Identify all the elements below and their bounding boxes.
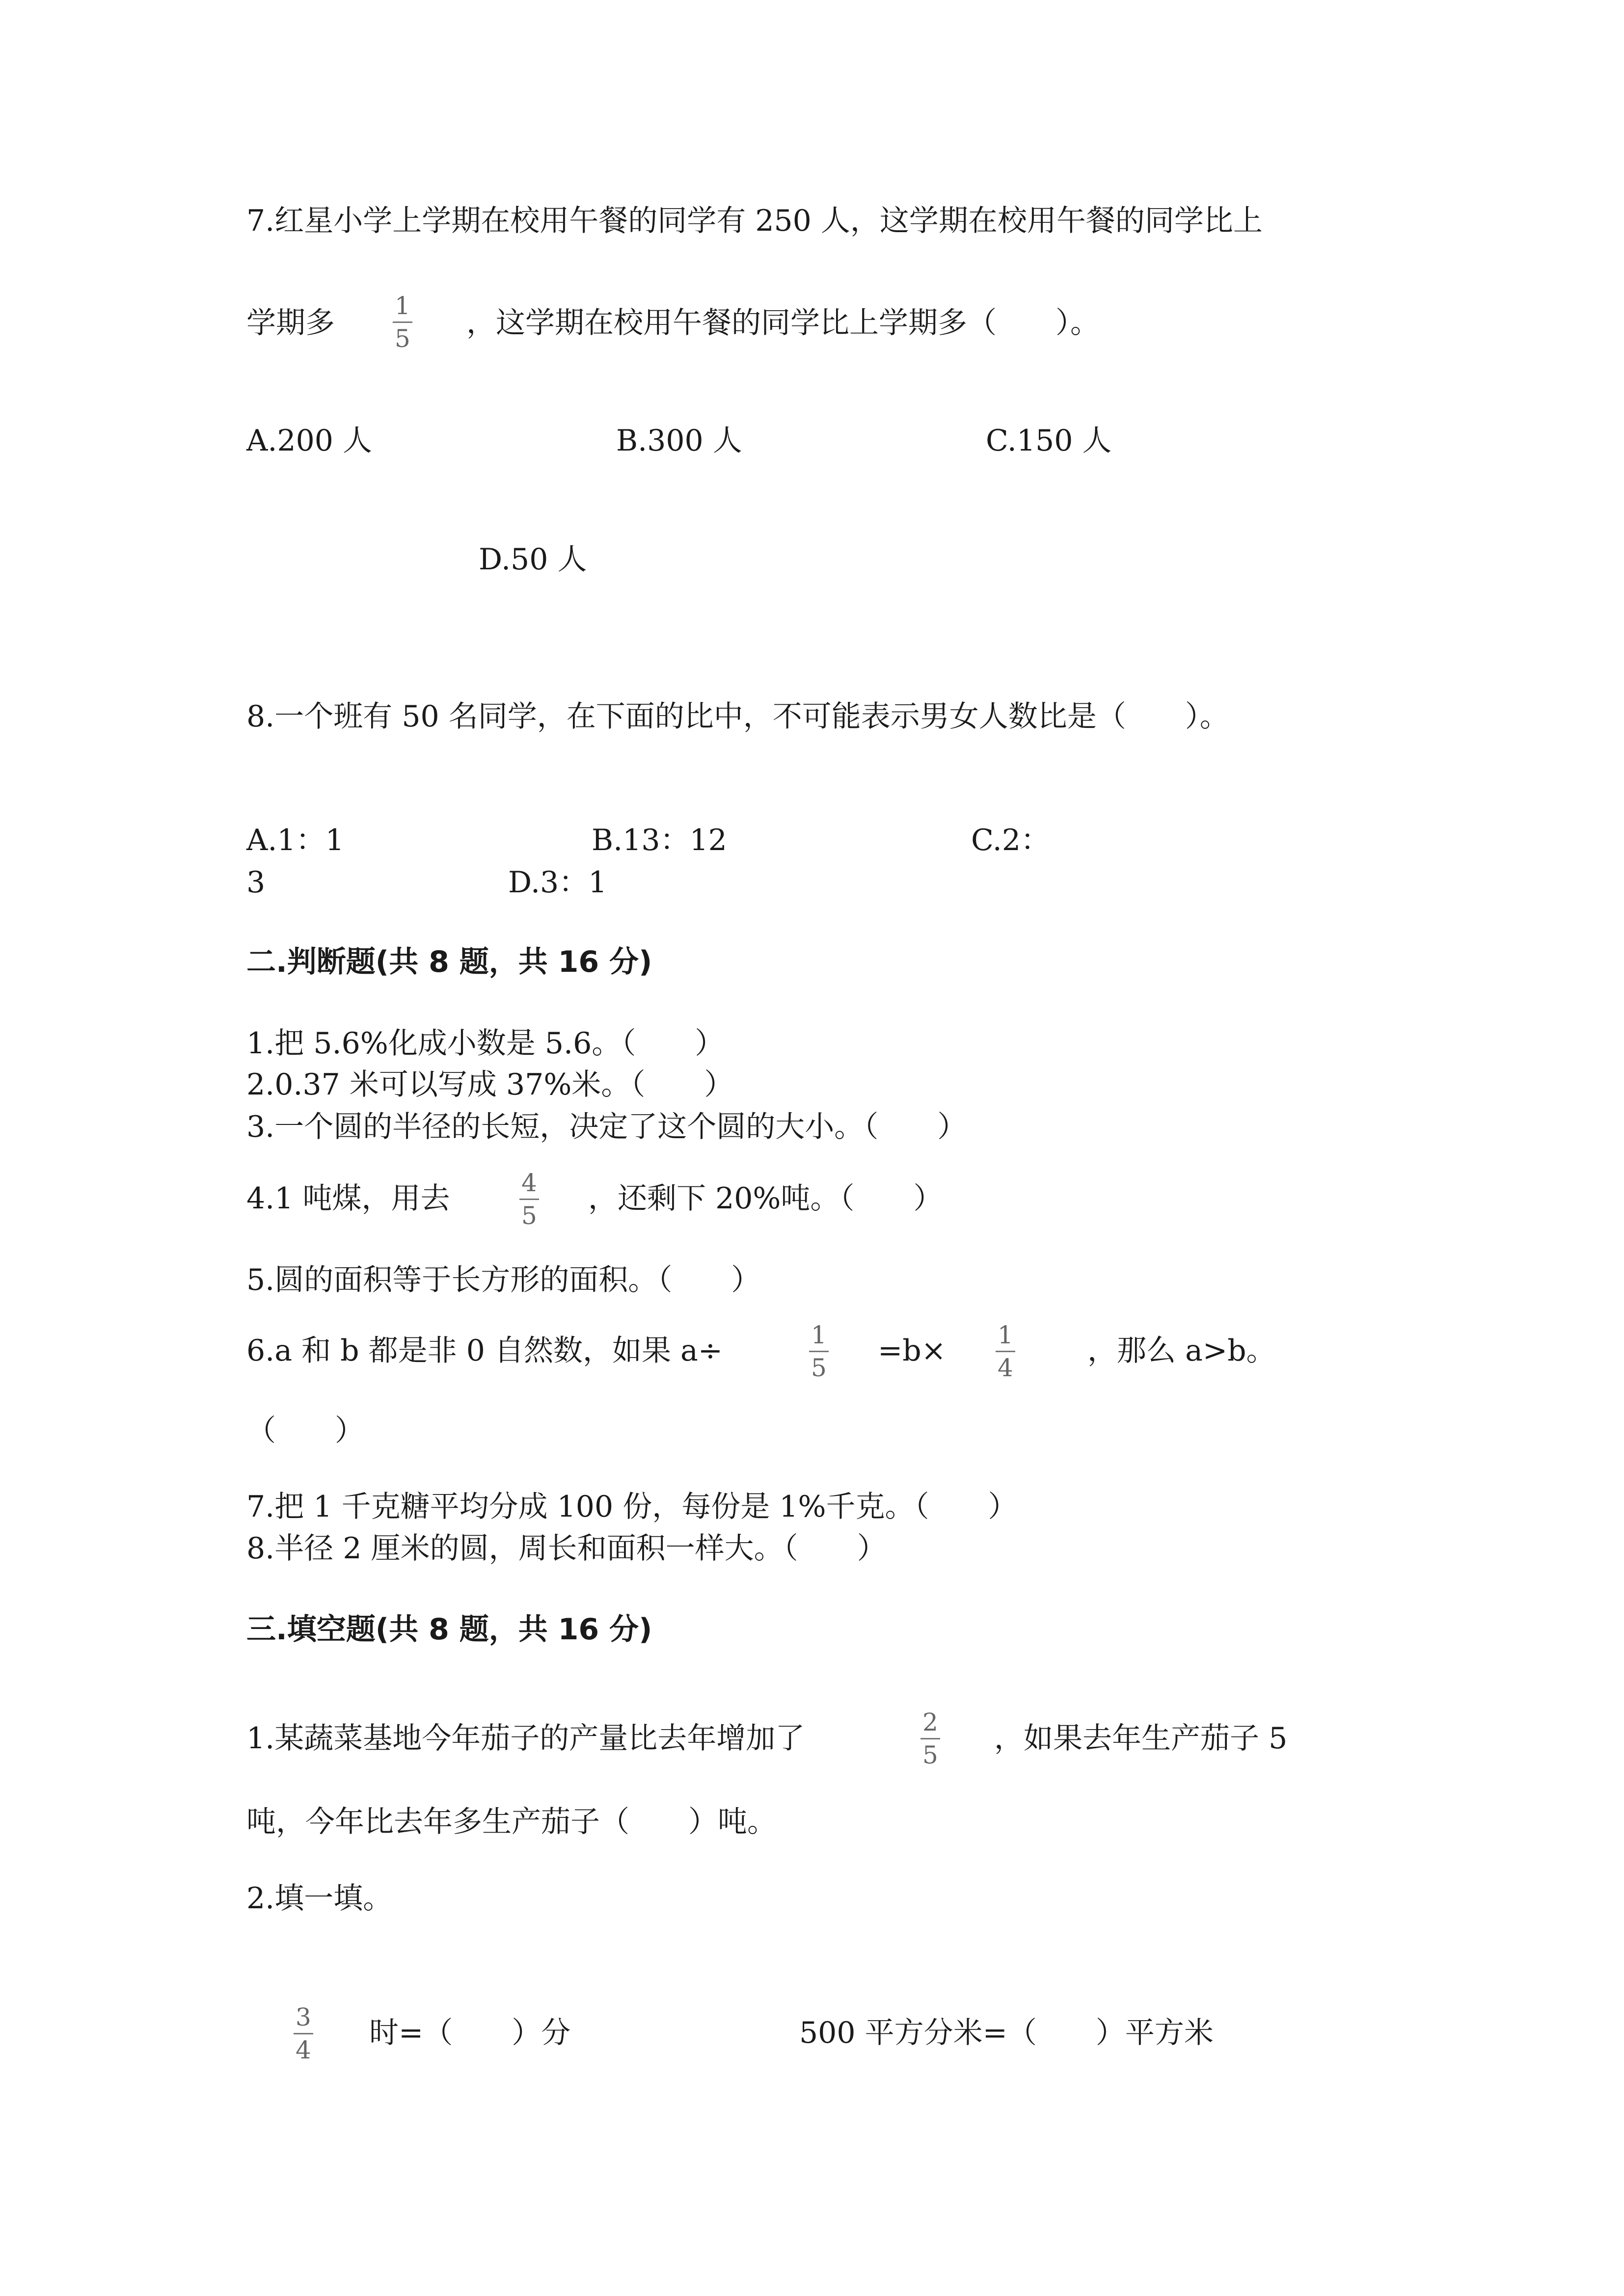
q8-option-a: A.1：1 xyxy=(246,823,344,857)
judge-q7: 7.把 1 千克糖平均分成 100 份，每份是 1%千克。（ ） xyxy=(246,1490,1018,1524)
judge-q2: 2.0.37 米可以写成 37%米。（ ） xyxy=(246,1068,734,1102)
fraction-bar xyxy=(996,1351,1015,1352)
q7-line2-before: 学期多 xyxy=(246,306,335,340)
judge-q4-denominator: 5 xyxy=(521,1201,537,1230)
q7-fraction-denominator: 5 xyxy=(395,324,410,353)
judge-q6-before: 6.a 和 b 都是非 0 自然数，如果 a÷ xyxy=(246,1334,723,1368)
judge-q4-numerator: 4 xyxy=(521,1169,537,1197)
judge-q6-fraction2 xyxy=(996,1323,1015,1380)
judge-q6-f2-numerator: 1 xyxy=(998,1321,1013,1349)
fill-q2-denominator: 4 xyxy=(296,2036,311,2064)
fill-q1-before: 1.某蔬菜基地今年茄子的产量比去年增加了 xyxy=(246,1721,805,1756)
judge-q8: 8.半径 2 厘米的圆，周长和面积一样大。（ ） xyxy=(246,1531,887,1566)
fraction-bar xyxy=(393,321,412,323)
fill-q2-item2: 500 平方分米=（ ）平方米 xyxy=(799,2016,1214,2050)
q7-line2-after: ，这学期在校用午餐的同学比上学期多（ ）。 xyxy=(466,306,1100,340)
judge-q6-f1-numerator: 1 xyxy=(811,1321,827,1349)
judge-q3: 3.一个圆的半径的长短，决定了这个圆的大小。（ ） xyxy=(246,1110,967,1144)
q8-text: 8.一个班有 50 名同学，在下面的比中，不可能表示男女人数比是（ ）。 xyxy=(246,699,1229,734)
judge-q6-after: ，那么 a>b。 xyxy=(1087,1334,1276,1368)
q8-option-c-cont: 3 xyxy=(246,865,266,900)
q8-option-b: B.13：12 xyxy=(592,823,727,857)
fill-q2-numerator: 3 xyxy=(296,2003,311,2031)
judge-q6-f1-denominator: 5 xyxy=(811,1354,827,1382)
judge-q6-middle: =b× xyxy=(878,1334,946,1368)
q7-option-a: A.200 人 xyxy=(246,424,372,458)
judge-q6-paren: （ ） xyxy=(246,1414,364,1448)
fill-q1-denominator: 5 xyxy=(922,1741,938,1769)
section-title-fill: 三.填空题(共 8 题，共 16 分) xyxy=(246,1612,652,1647)
q7-option-b: B.300 人 xyxy=(616,424,742,458)
fill-q2-item1: 时=（ ）分 xyxy=(369,2016,571,2050)
judge-q1: 1.把 5.6%化成小数是 5.6。（ ） xyxy=(246,1026,725,1061)
judge-q5: 5.圆的面积等于长方形的面积。（ ） xyxy=(246,1263,761,1297)
judge-q4-before: 4.1 吨煤，用去 xyxy=(246,1181,450,1216)
q7-option-d: D.50 人 xyxy=(479,542,587,577)
fill-q1-fraction xyxy=(920,1710,940,1767)
section-title-judge: 二.判断题(共 8 题，共 16 分) xyxy=(246,945,652,979)
q7-line1: 7.红星小学上学期在校用午餐的同学有 250 人，这学期在校用午餐的同学比上 xyxy=(246,204,1263,238)
fill-q1-line2: 吨，今年比去年多生产茄子（ ）吨。 xyxy=(246,1805,777,1839)
judge-q6-fraction1 xyxy=(809,1323,829,1380)
judge-q6-f2-denominator: 4 xyxy=(998,1354,1013,1382)
fraction-bar xyxy=(294,2033,313,2034)
fill-q2-text: 2.填一填。 xyxy=(246,1881,393,1916)
fraction-bar xyxy=(519,1199,539,1200)
q7-fraction xyxy=(393,294,412,351)
fraction-bar xyxy=(920,1738,940,1739)
judge-q4-fraction xyxy=(519,1171,539,1228)
q7-option-c: C.150 人 xyxy=(986,424,1112,458)
fill-q1-after: ，如果去年生产茄子 5 xyxy=(994,1721,1288,1756)
judge-q4-after: ，还剩下 20%吨。（ ） xyxy=(588,1181,943,1216)
q8-option-c: C.2： xyxy=(971,823,1051,857)
q8-option-d: D.3：1 xyxy=(508,865,607,900)
q7-fraction-numerator: 1 xyxy=(395,292,410,320)
fill-q2-fraction xyxy=(294,2005,313,2062)
fill-q1-numerator: 2 xyxy=(922,1708,938,1736)
fraction-bar xyxy=(809,1351,829,1352)
